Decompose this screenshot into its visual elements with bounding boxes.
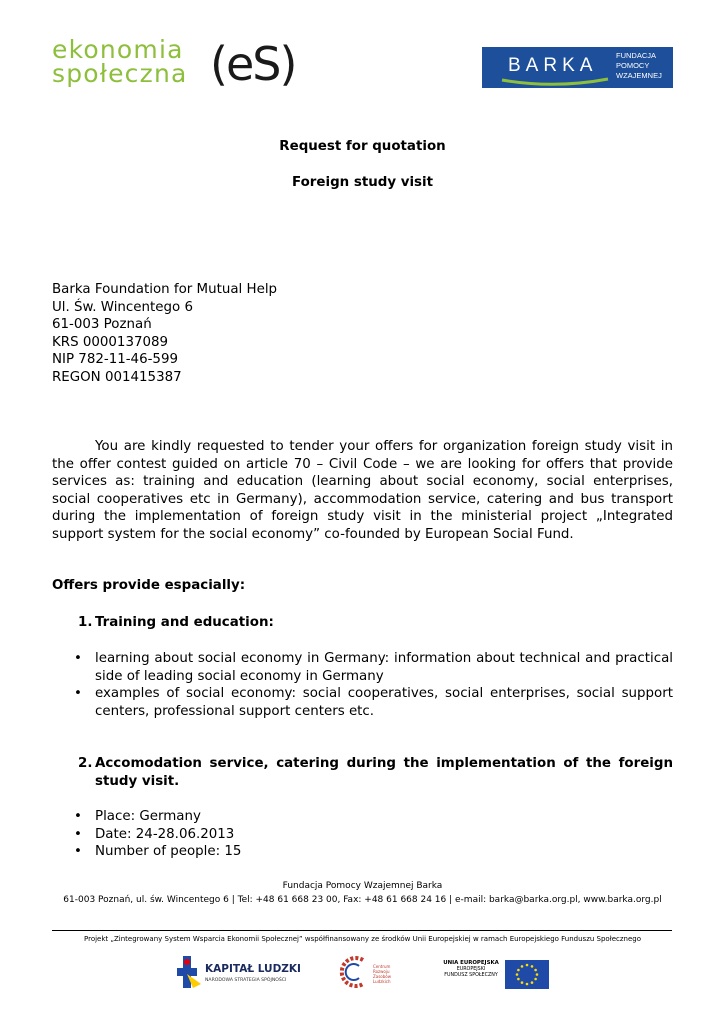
crzl-logo: Centrum Rozwoju Zasobów Ludzkich [333, 954, 403, 990]
address-line: Ul. Św. Wincentego 6 [52, 299, 193, 315]
es-mark: (eS) [210, 37, 296, 91]
eu-flag-icon [505, 960, 549, 989]
section-2-heading: 2. Accomodation service, catering during the implementation of the foreign study visit. [78, 756, 673, 789]
list-item: • learning about social economy in Germany: information about technical and practical side of leading social economy in Germany [74, 651, 673, 684]
list-item: • Place: Germany [74, 809, 201, 824]
barka-swoosh-icon [500, 77, 610, 87]
offers-heading: Offers provide espacially: [52, 578, 246, 593]
section-1-heading: 1. Training and education: [78, 615, 274, 630]
address-line: NIP 782-11-46-599 [52, 352, 178, 368]
list-item: • Date: 24-28.06.2013 [74, 826, 235, 842]
crzl-icon [333, 954, 373, 990]
footer-org: Fundacja Pomocy Wzajemnej Barka [282, 881, 443, 891]
barka-name: BARKA [508, 55, 598, 76]
eu-logo: UNIA EUROPEJSKA EUROPEJSKI FUNDUSZ SPOŁECZNY [440, 960, 550, 990]
footer-divider [52, 930, 672, 931]
footer-contact: 61-003 Poznań, ul. św. Wincentego 6 | Tel: +48 61 668 23 00, Fax: +48 61 668 24 16 | e-mail: barka@barka.org.pl, www.barka.org.pl [63, 895, 662, 905]
kapital-ludzki-icon [173, 954, 203, 990]
ekonomia-spoleczna-logo [52, 35, 296, 94]
section-1-list [72, 650, 673, 720]
address-line: Barka Foundation for Mutual Help [52, 282, 278, 297]
kapital-ludzki-logo: KAPITAŁ LUDZKI NARODOWA STRATEGIA SPÓJNOŚCI [173, 954, 308, 990]
logo-line-1: ekonomia [52, 35, 184, 64]
barka-subtitle: FUNDACJA POMOCY WZAJEMNEJ [616, 51, 662, 80]
project-note: Projekt „Zintegrowany System Wsparcia Ekonomii Społecznej” współfinansowany ze środków Unii Europejskiej w ramach Europejskiego Funduszu Społecznego [84, 935, 641, 943]
document-title: Request for quotation [279, 139, 446, 154]
section-2-list [72, 808, 673, 861]
address-line: KRS 0000137089 [52, 334, 169, 350]
address-line: 61-003 Poznań [52, 317, 152, 333]
list-item: • Number of people: 15 [74, 844, 242, 860]
barka-logo [482, 47, 673, 88]
list-item: • examples of social economy: social cooperatives, social enterprises, social support centers, professional support centers etc. [74, 686, 673, 719]
address-line: REGON 001415387 [52, 369, 182, 385]
intro-paragraph: You are kindly requested to tender your offers for organization foreign study visit in the offer contest guided on article 70 – Civil Code – we are looking for offers that provide services as: training and education (learning about social economy, social enterprises, social cooperatives etc in Germany), accommodation service, catering and bus transport during the implementation of foreign study visit in the ministerial project „Integrated support system for the social economy” co-founded by European Social Fund. [52, 439, 673, 542]
logo-line-2: społeczna [52, 59, 188, 88]
address-block [52, 281, 277, 387]
document-subtitle: Foreign study visit [291, 175, 434, 190]
